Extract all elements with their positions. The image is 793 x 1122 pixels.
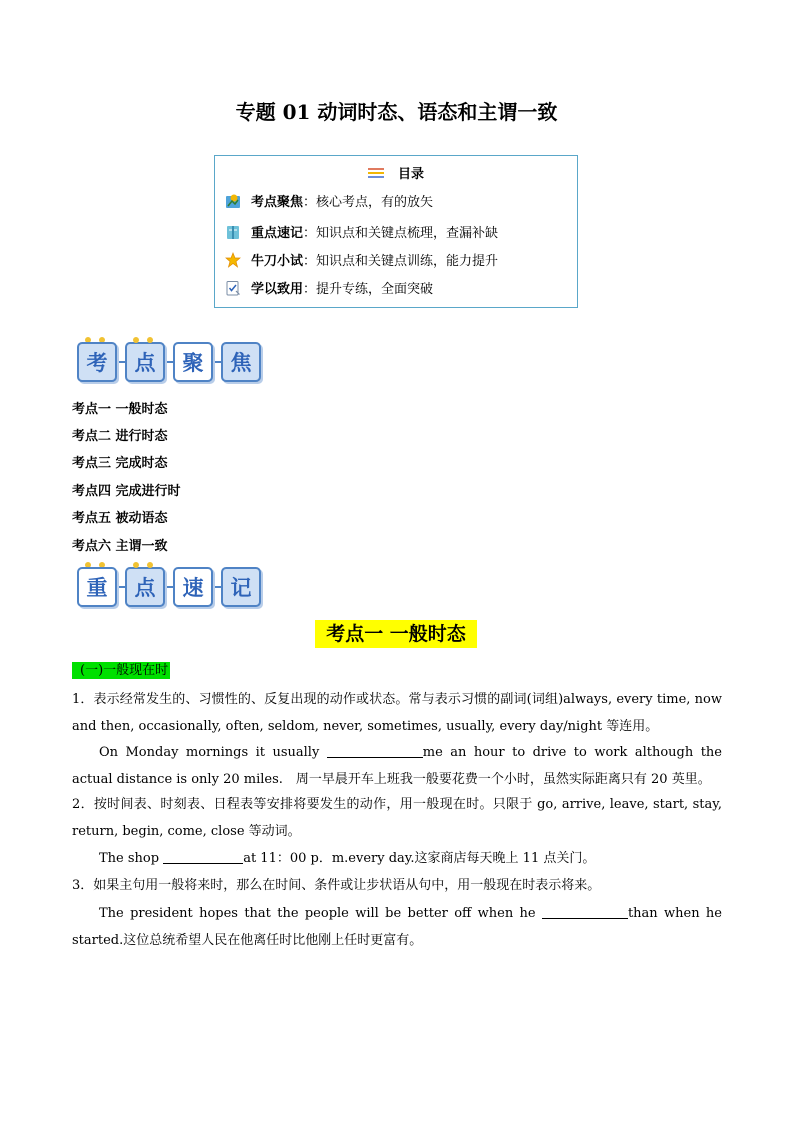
badge-char: 点	[125, 567, 165, 607]
answer-blank[interactable]	[327, 743, 423, 758]
badge-char: 聚	[173, 342, 213, 382]
toc-label: 牛刀小试	[251, 254, 304, 269]
subsection-heading: (一)一般现在时	[72, 662, 170, 679]
decor-dot	[133, 562, 139, 568]
badge-char: 记	[221, 567, 261, 607]
kaodian-item: 考点一 一般时态	[72, 402, 168, 417]
toc-label: 重点速记	[251, 226, 304, 241]
example-text: On Monday mornings it usually	[99, 745, 327, 760]
toc-label: 考点聚焦	[251, 195, 304, 210]
kaodian-item: 考点二 进行时态	[72, 429, 168, 444]
example-text: than when he started.这位总统希望人民在他离任时比他刚上任时更富有。	[72, 906, 722, 948]
toc-desc: 提升专练，全面突破	[316, 282, 434, 297]
rule-paragraph-2: 2．按时间表、时刻表、日程表等安排将要发生的动作，用一般现在时。只限于 go, arrive, leave, start, stay, return, begin, come, close 等动词。	[72, 797, 722, 839]
kaodian-item: 考点五 被动语态	[72, 511, 168, 526]
example-text: The shop	[99, 851, 164, 866]
page-title: 专题 01 动词时态、语态和主谓一致	[235, 100, 558, 124]
section-badge-notes	[77, 567, 267, 607]
decor-dot	[147, 562, 153, 568]
toc-row-focus[interactable]	[225, 191, 433, 210]
kaodian-item: 考点六 主谓一致	[72, 539, 168, 554]
badge-char: 速	[173, 567, 213, 607]
toc-heading	[215, 163, 577, 182]
rule-paragraph-3: 3．如果主句用一般将来时，那么在时间、条件或让步状语从句中，用一般现在时表示将来。	[72, 878, 601, 893]
answer-blank[interactable]	[542, 904, 628, 919]
toc-label: 学以致用	[251, 282, 304, 297]
example-text: me an hour to drive to work although the actual distance is only 20 miles. 周一早晨开车上班我一般要花费一个小时，虽然实际距离只有 20 英里。	[72, 745, 722, 787]
toc-sep: ：	[303, 254, 317, 269]
kaodian-item: 考点三 完成时态	[72, 456, 168, 471]
rule-paragraph-1: 1．表示经常发生的、习惯性的、反复出现的动作或状态。常与表示习惯的副词(词组)always, every time, now and then, occasionally, often, seldom, never, sometimes, usually, every day/night 等连用。	[72, 692, 722, 734]
toc-sep: ：	[303, 195, 317, 210]
answer-blank[interactable]	[163, 849, 243, 864]
toc-sep: ：	[303, 282, 317, 297]
map-icon	[225, 193, 241, 209]
book-icon	[225, 224, 241, 240]
kaodian-item: 考点四 完成进行时	[72, 484, 181, 499]
badge-char: 焦	[221, 342, 261, 382]
decor-dot	[147, 337, 153, 343]
list-icon	[368, 168, 384, 179]
example-text: at 11：00 p．m.every day.这家商店每天晚上 11 点关门。	[243, 851, 596, 866]
toc-desc: 知识点和关键点梳理，查漏补缺	[316, 226, 499, 241]
example-text: The president hopes that the people will be better off when he	[99, 906, 542, 921]
section-title: 考点一 一般时态	[315, 620, 477, 648]
toc-desc: 核心考点，有的放矢	[316, 195, 434, 210]
toc-row-practice[interactable]	[225, 250, 498, 269]
table-of-contents	[214, 155, 578, 308]
toc-desc: 知识点和关键点训练，能力提升	[316, 254, 499, 269]
example-3	[72, 901, 722, 954]
badge-char: 重	[77, 567, 117, 607]
checklist-icon	[225, 280, 241, 296]
decor-dot	[133, 337, 139, 343]
example-2	[72, 846, 722, 873]
example-1	[72, 740, 722, 793]
toc-row-apply[interactable]	[225, 278, 433, 297]
toc-row-notes[interactable]	[225, 222, 498, 241]
toc-sep: ：	[303, 226, 317, 241]
badge-char: 考	[77, 342, 117, 382]
badge-char: 点	[125, 342, 165, 382]
star-icon	[225, 252, 241, 268]
section-badge-focus	[77, 342, 267, 382]
toc-heading-text: 目录	[397, 167, 424, 182]
